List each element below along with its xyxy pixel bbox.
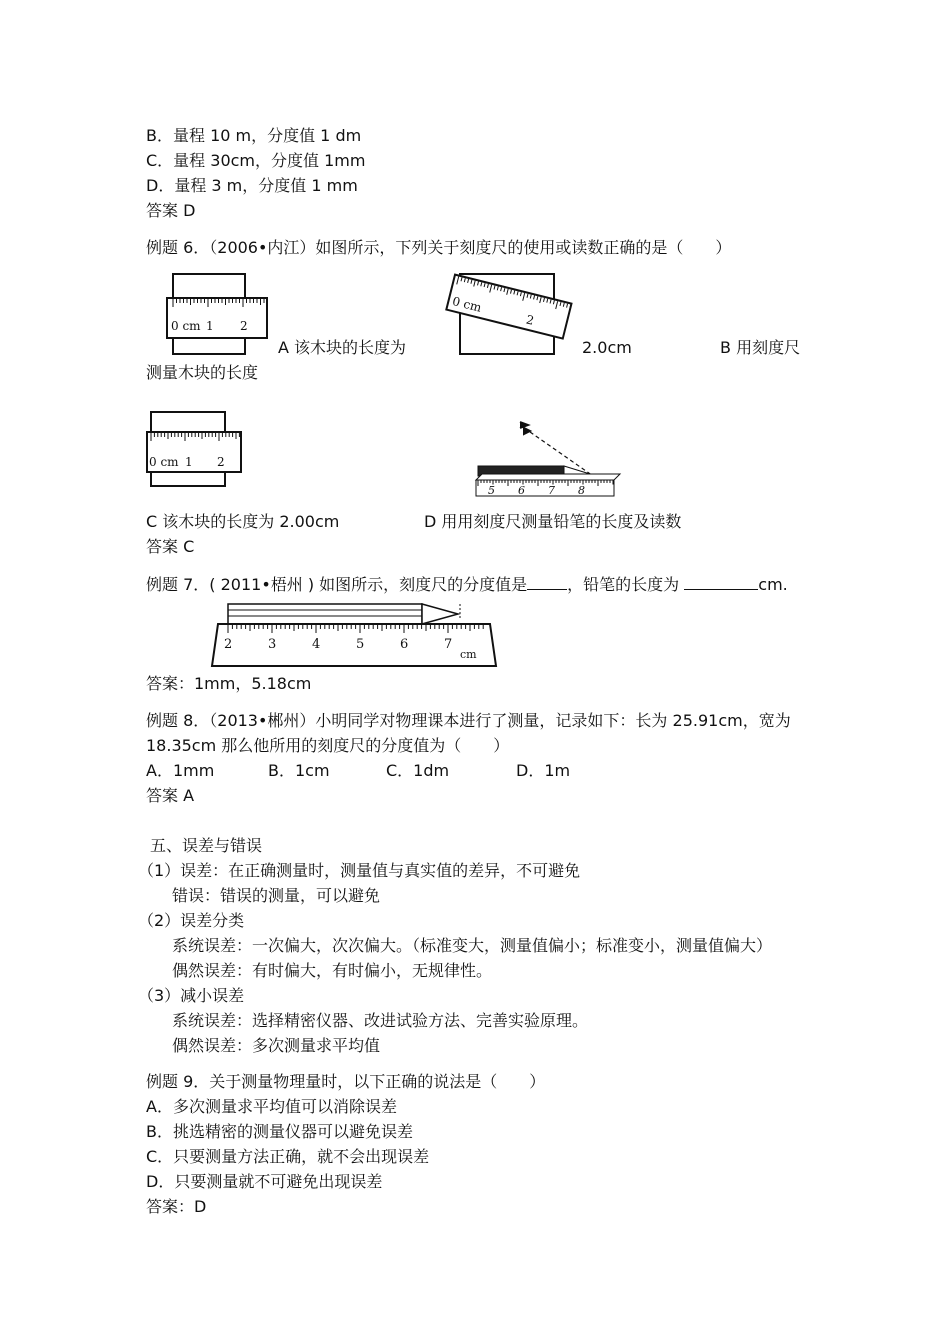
option-c-text: C 该木块的长度为 2.00cm xyxy=(146,512,340,531)
example8-answer: 答案 A xyxy=(146,786,195,805)
example6-question: 例题 6．（2006•内江）如图所示，下列关于刻度尺的使用或读数正确的是（ ） xyxy=(146,238,732,257)
option-b-cont: 测量木块的长度 xyxy=(146,363,259,382)
example8-option-d: D．1m xyxy=(516,761,571,780)
option-c: C．量程 30cm，分度值 1mm xyxy=(146,151,366,170)
option-a-value: 2.0cm xyxy=(582,338,632,357)
section5-item1: （1）误差：在正确测量时，测量值与真实值的差异，不可避免 xyxy=(138,861,581,880)
ruler-label-3: 3 xyxy=(268,637,277,652)
example6-answer: 答案 C xyxy=(146,537,195,556)
ruler-label-b0: 0 cm xyxy=(450,294,484,315)
blank-length xyxy=(684,573,758,590)
ruler-label-d6: 6 xyxy=(518,484,525,497)
section5-item1-sub: 错误：错误的测量，可以避免 xyxy=(172,886,381,905)
example9-option-a: A．多次测量求平均值可以消除误差 xyxy=(146,1097,397,1116)
example9-option-b: B．挑选精密的测量仪器可以避免误差 xyxy=(146,1122,413,1141)
figure-7-pencil-ruler xyxy=(208,600,498,670)
ruler-unit: cm xyxy=(460,648,477,661)
option-b: B．量程 10 m，分度值 1 dm xyxy=(146,126,362,145)
ruler-label-d8: 8 xyxy=(578,484,585,497)
answer: 答案 D xyxy=(146,201,196,220)
ruler-label-4: 4 xyxy=(312,637,321,652)
example9-answer: 答案：D xyxy=(146,1197,207,1216)
question-mid: ，铅笔的长度为 xyxy=(567,575,680,594)
ruler-label-2: 2 xyxy=(240,319,248,333)
figure-a-ruler xyxy=(165,272,270,360)
question-end: cm. xyxy=(758,575,788,594)
ruler-label-0: 0 cm xyxy=(171,319,201,333)
example8-line1: 例题 8．（2013•郴州）小明同学对物理课本进行了测量，记录如下：长为 25.91cm，宽为 xyxy=(146,711,791,730)
ruler-label-5: 5 xyxy=(356,637,365,652)
ruler-label-c1: 1 xyxy=(185,455,193,469)
ruler-label-b2: 2 xyxy=(524,312,536,328)
ruler-label-2: 2 xyxy=(224,637,233,652)
example9-question: 例题 9．关于测量物理量时，以下正确的说法是（ ） xyxy=(146,1072,546,1091)
section5-item2: （2）误差分类 xyxy=(138,911,245,930)
ruler-label-1: 1 xyxy=(206,319,214,333)
section5-item3: （3）减小误差 xyxy=(138,986,245,1005)
ruler-label-7: 7 xyxy=(444,637,453,652)
section5-title: 五、误差与错误 xyxy=(150,836,263,855)
section5-item2-sub2: 偶然误差：有时偏大，有时偏小，无规律性。 xyxy=(172,961,493,980)
example8-option-b: B．1cm xyxy=(268,761,330,780)
example8-line2: 18.35cm 那么他所用的刻度尺的分度值为（ ） xyxy=(146,736,510,755)
option-d: D．量程 3 m，分度值 1 mm xyxy=(146,176,358,195)
ruler-label-d5: 5 xyxy=(488,484,495,497)
example7-question xyxy=(146,573,788,596)
section5-item3-sub1: 系统误差：选择精密仪器、改进试验方法、完善实验原理。 xyxy=(172,1011,589,1030)
option-d-text: D 用用刻度尺测量铅笔的长度及读数 xyxy=(424,512,682,531)
example8-option-c: C．1dm xyxy=(386,761,450,780)
example9-option-d: D．只要测量就不可避免出现误差 xyxy=(146,1172,383,1191)
option-b-text: B 用刻度尺 xyxy=(720,338,801,357)
section5-item3-sub2: 偶然误差：多次测量求平均值 xyxy=(172,1036,381,1055)
figure-b-ruler xyxy=(446,270,571,358)
example9-option-c: C．只要测量方法正确，就不会出现误差 xyxy=(146,1147,430,1166)
ruler-label-6: 6 xyxy=(400,637,409,652)
option-a-text: A 该木块的长度为 xyxy=(278,338,407,357)
section5-item2-sub1: 系统误差：一次偏大，次次偏大。（标准变大，测量值偏小；标准变小，测量值偏大） xyxy=(172,936,773,955)
ruler-label-c2: 2 xyxy=(217,455,225,469)
blank-division xyxy=(527,573,567,590)
figure-d-pencil xyxy=(474,418,626,500)
figure-c-ruler xyxy=(145,410,245,490)
example8-option-a: A．1mm xyxy=(146,761,215,780)
ruler-label-c0: 0 cm xyxy=(149,455,179,469)
example7-answer: 答案：1mm，5.18cm xyxy=(146,674,312,693)
question-start: 例题 7．( 2011•梧州 ) 如图所示，刻度尺的分度值是 xyxy=(146,575,528,594)
ruler-label-d7: 7 xyxy=(548,484,555,497)
